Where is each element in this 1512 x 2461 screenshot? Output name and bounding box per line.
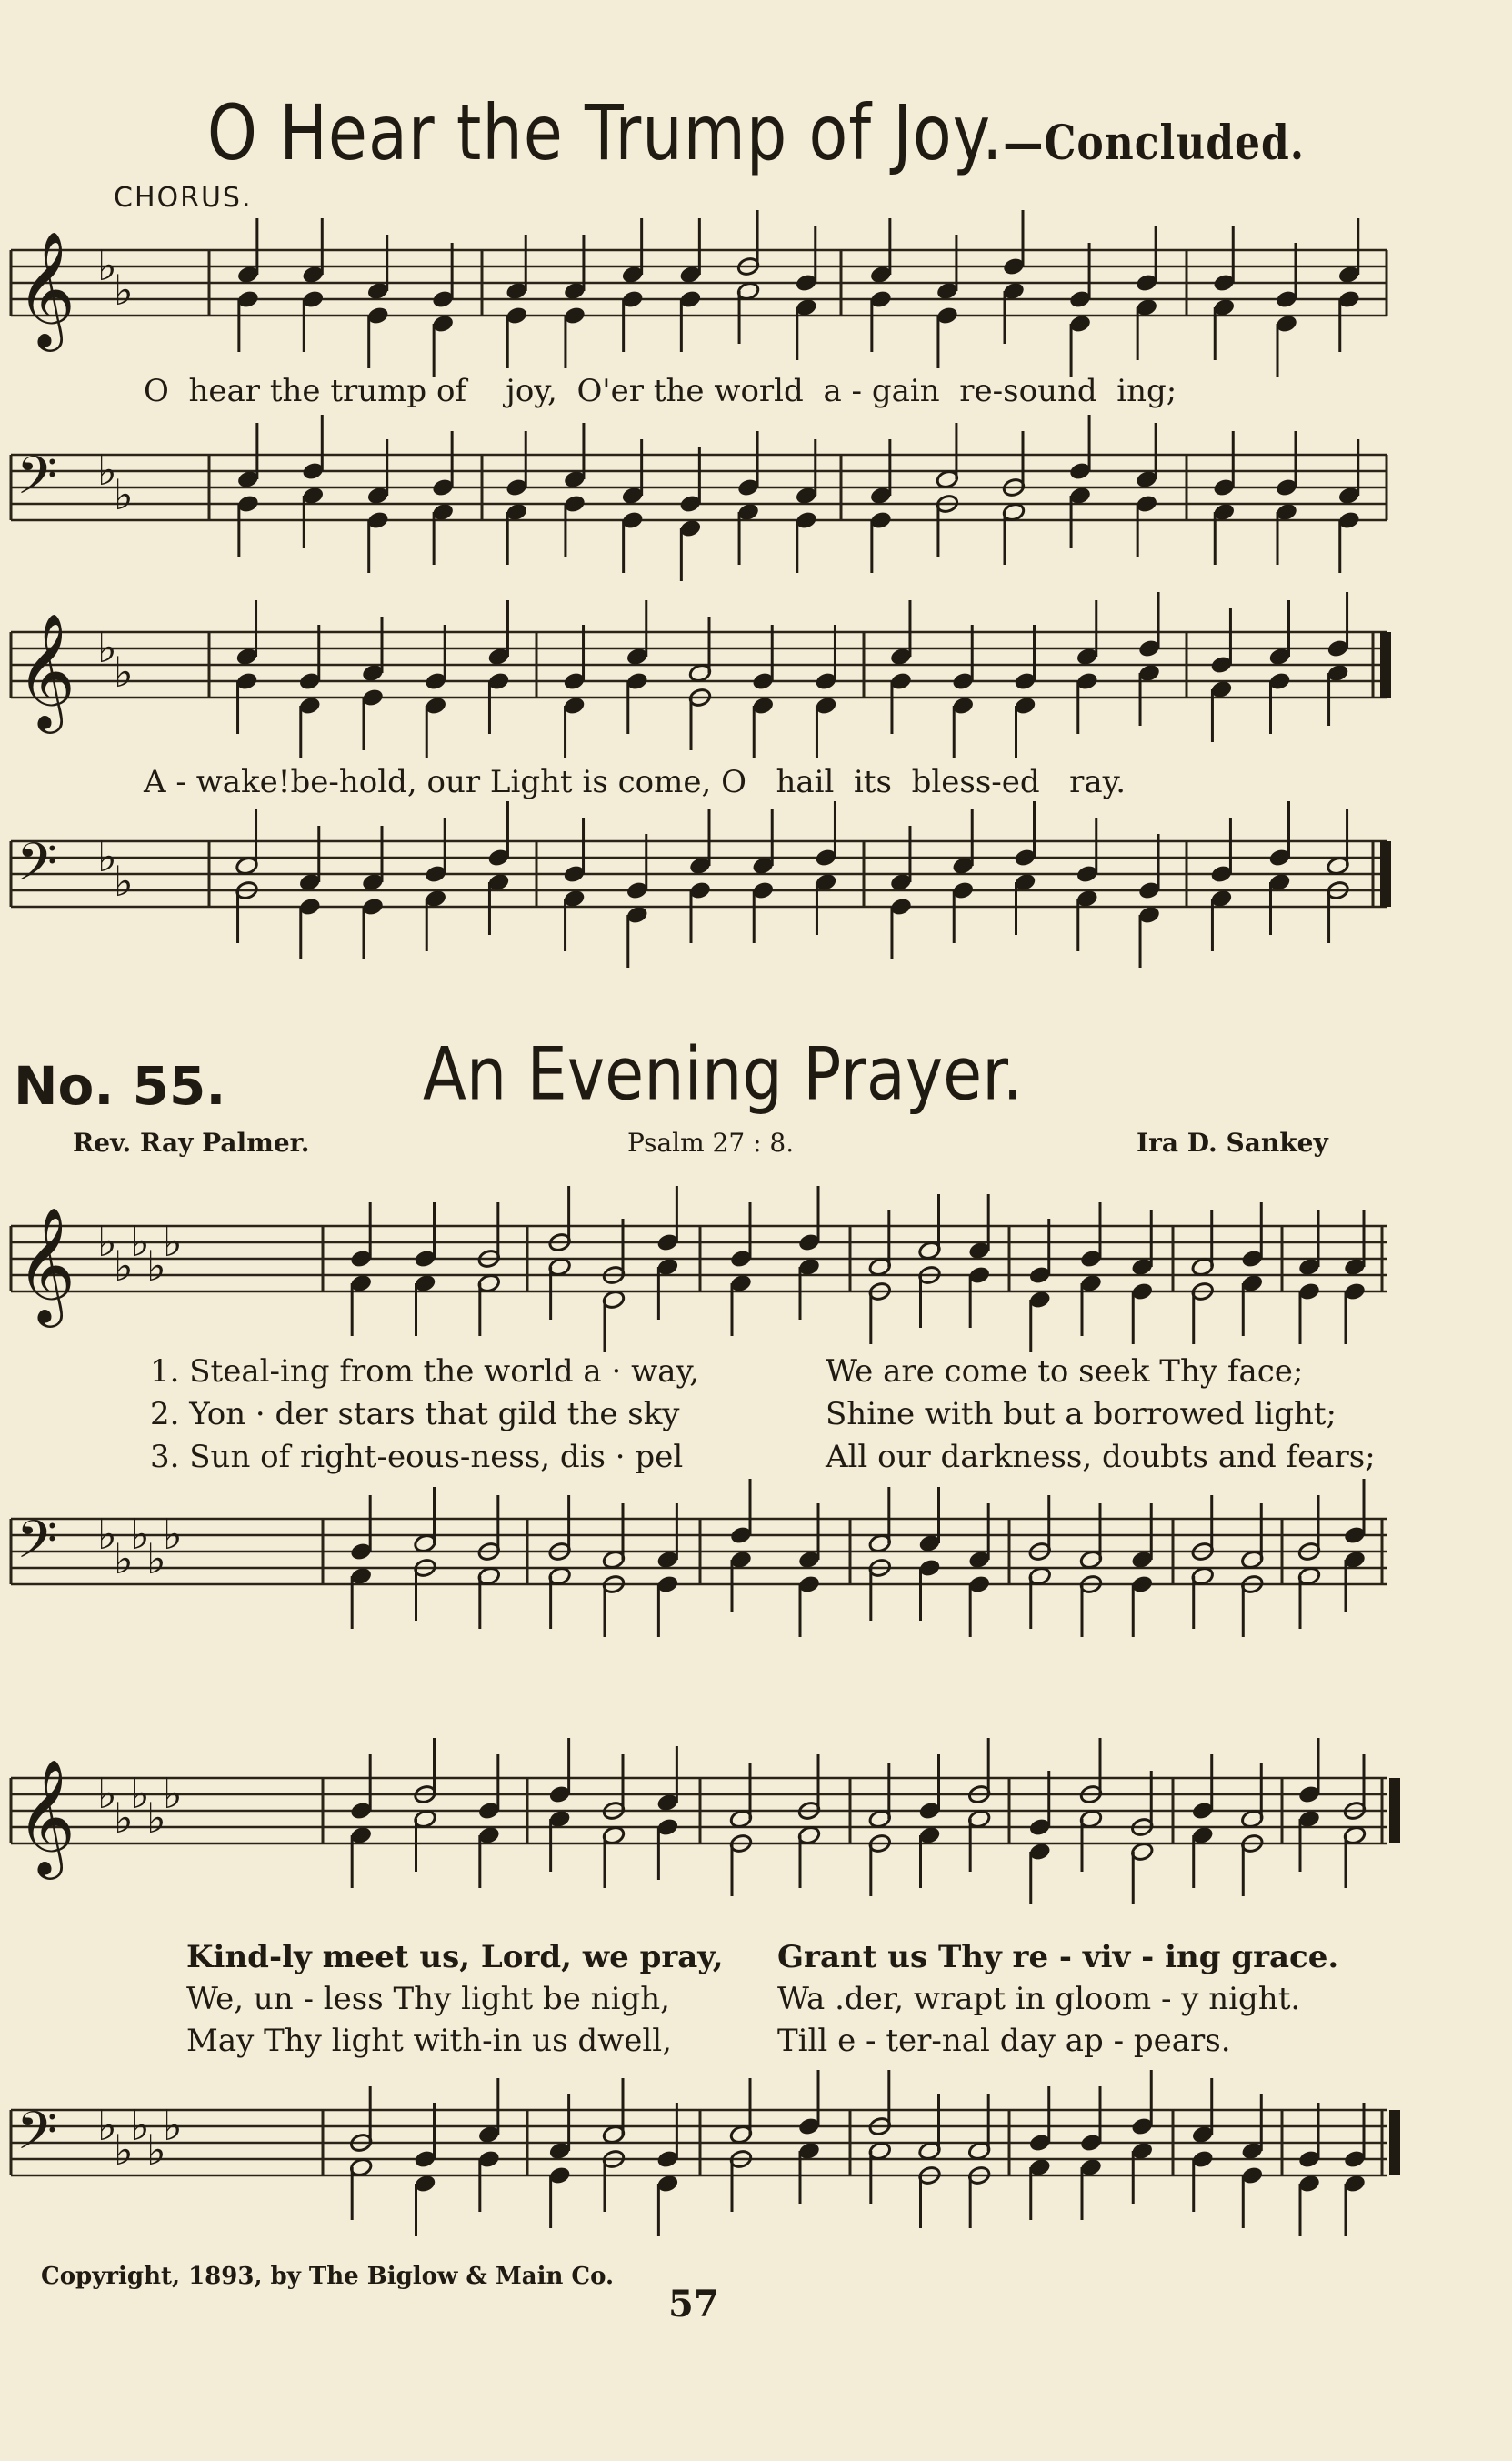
syl: Light — [489, 764, 573, 800]
flat-icon: ♭ — [130, 1217, 150, 1266]
verse-2-part-a — [150, 1396, 680, 1432]
scripture-reference: Psalm 27 : 8. — [627, 1128, 795, 1158]
treble-clef-icon: 𝄞 — [16, 612, 76, 728]
treble-clef-icon: 𝄞 — [16, 1758, 76, 1874]
syl: bless-ed — [911, 764, 1040, 800]
verse-2-part-b: Shine with but a borrowed light; — [826, 1396, 1337, 1432]
syl: is — [582, 764, 608, 800]
treble-staff-4 — [0, 1751, 1512, 1887]
flat-icon: ♭ — [163, 1217, 183, 1266]
syl: trump — [330, 373, 427, 409]
flat-icon: ♭ — [163, 2101, 183, 2150]
verse-3-part-b: All our darkness, doubts and fears; — [826, 1439, 1376, 1475]
syl: of — [436, 373, 467, 409]
flat-icon: ♭ — [146, 1534, 166, 1583]
syl: ray. — [1069, 764, 1126, 800]
flat-icon: ♭ — [130, 1769, 150, 1818]
flat-icon: ♭ — [114, 470, 134, 519]
treble-staff-1 — [0, 223, 1512, 359]
bass-staff-3 — [0, 1492, 1512, 1628]
syl: - — [851, 373, 863, 409]
syl: hail — [776, 764, 835, 800]
copyright-notice: Copyright, 1893, by The Biglow & Main Co. — [41, 2263, 615, 2290]
flat-icon: ♭ — [114, 1534, 134, 1583]
syl: O'er — [576, 373, 645, 409]
bass-staff-4 — [0, 2083, 1512, 2219]
syl: - — [175, 764, 186, 800]
flat-icon: ♭ — [97, 1510, 117, 1559]
flat-icon: ♭ — [130, 2101, 150, 2150]
flat-icon: ♭ — [146, 1793, 166, 1843]
syl: joy, — [506, 373, 557, 409]
lyrics-line-1 — [144, 373, 1177, 409]
flat-icon: ♭ — [97, 241, 117, 290]
bass-clef-icon: 𝄢 — [16, 1509, 58, 1583]
flat-icon: ♭ — [114, 1241, 134, 1291]
verse-text: Steal-ing from the world a · way, — [189, 1353, 699, 1390]
verse-2-part-d: Wa .der, wrapt in gloom - y night. — [777, 1981, 1301, 2017]
flat-icon: ♭ — [163, 1510, 183, 1559]
flat-icon: ♭ — [97, 623, 117, 672]
syl: re-sound — [959, 373, 1097, 409]
verse-2-part-c: We, un - less Thy light be nigh, — [186, 1981, 670, 2017]
syl: the — [269, 373, 321, 409]
verse-text: Sun of right-eous-ness, dis · pel — [189, 1439, 684, 1475]
syl: our — [426, 764, 481, 800]
verse-3-part-d: Till e - ter-nal day ap - pears. — [777, 2023, 1231, 2059]
flat-icon: ♭ — [114, 2125, 134, 2175]
flat-icon: ♭ — [97, 446, 117, 495]
syl: gain — [871, 373, 940, 409]
verse-number: 1. — [150, 1353, 180, 1390]
treble-staff-2 — [0, 605, 1512, 741]
flat-icon: ♭ — [146, 1241, 166, 1291]
composer-credit: Ira D. Sankey — [1137, 1128, 1328, 1158]
syl: its — [854, 764, 892, 800]
verse-1-part-c: Kind-ly meet us, Lord, we pray, — [186, 1939, 724, 1975]
syl: a — [823, 373, 842, 409]
hymn-title: An Evening Prayer. — [423, 1030, 1023, 1118]
flat-icon: ♭ — [114, 1793, 134, 1843]
treble-staff-3 — [0, 1199, 1512, 1335]
verse-number: 2. — [150, 1396, 180, 1432]
syl: be-hold, — [290, 764, 417, 800]
chorus-label: CHORUS. — [114, 182, 253, 214]
verse-1-part-d: Grant us Thy re - viv - ing grace. — [777, 1939, 1339, 1975]
bass-clef-icon: 𝄢 — [16, 831, 58, 906]
concluded-label: —Concluded. — [1003, 115, 1306, 171]
flat-icon: ♭ — [97, 2101, 117, 2150]
syl: hear — [188, 373, 261, 409]
flat-icon: ♭ — [97, 1217, 117, 1266]
syl: ing; — [1116, 373, 1177, 409]
bass-staff-1 — [0, 427, 1512, 564]
bass-staff-2 — [0, 814, 1512, 950]
syl: the — [653, 373, 705, 409]
verse-1-part-b: We are come to seek Thy face; — [826, 1353, 1304, 1390]
verse-text: Yon · der stars that gild the sky — [189, 1396, 680, 1432]
page-number: 57 — [668, 2283, 719, 2325]
hymn-number: No. 55. — [14, 1055, 226, 1117]
verse-3-part-a — [150, 1439, 683, 1475]
bass-clef-icon: 𝄢 — [16, 2100, 58, 2175]
flat-icon: ♭ — [130, 1510, 150, 1559]
flat-icon: ♭ — [97, 1769, 117, 1818]
syl: world — [714, 373, 804, 409]
syl: O — [721, 764, 747, 800]
bass-clef-icon: 𝄢 — [16, 445, 58, 519]
flat-icon: ♭ — [97, 832, 117, 881]
flat-icon: ♭ — [114, 648, 134, 697]
verse-number: 3. — [150, 1439, 180, 1475]
syl: A — [144, 764, 166, 800]
song-title-header — [0, 88, 1512, 177]
verse-1-part-a — [150, 1353, 699, 1390]
lyrics-line-2 — [144, 764, 1126, 800]
author-credit: Rev. Ray Palmer. — [73, 1128, 310, 1158]
treble-clef-icon: 𝄞 — [16, 1206, 76, 1322]
flat-icon: ♭ — [146, 2125, 166, 2175]
flat-icon: ♭ — [114, 266, 134, 315]
flat-icon: ♭ — [163, 1769, 183, 1818]
syl: O — [144, 373, 169, 409]
syl: wake — [195, 764, 278, 800]
flat-icon: ♭ — [114, 857, 134, 906]
syl: come, — [617, 764, 712, 800]
verse-3-part-c: May Thy light with-in us dwell, — [186, 2023, 672, 2059]
treble-clef-icon: 𝄞 — [16, 230, 76, 347]
syl: ! — [277, 764, 291, 800]
title-text: O Hear the Trump of Joy. — [206, 87, 1004, 178]
